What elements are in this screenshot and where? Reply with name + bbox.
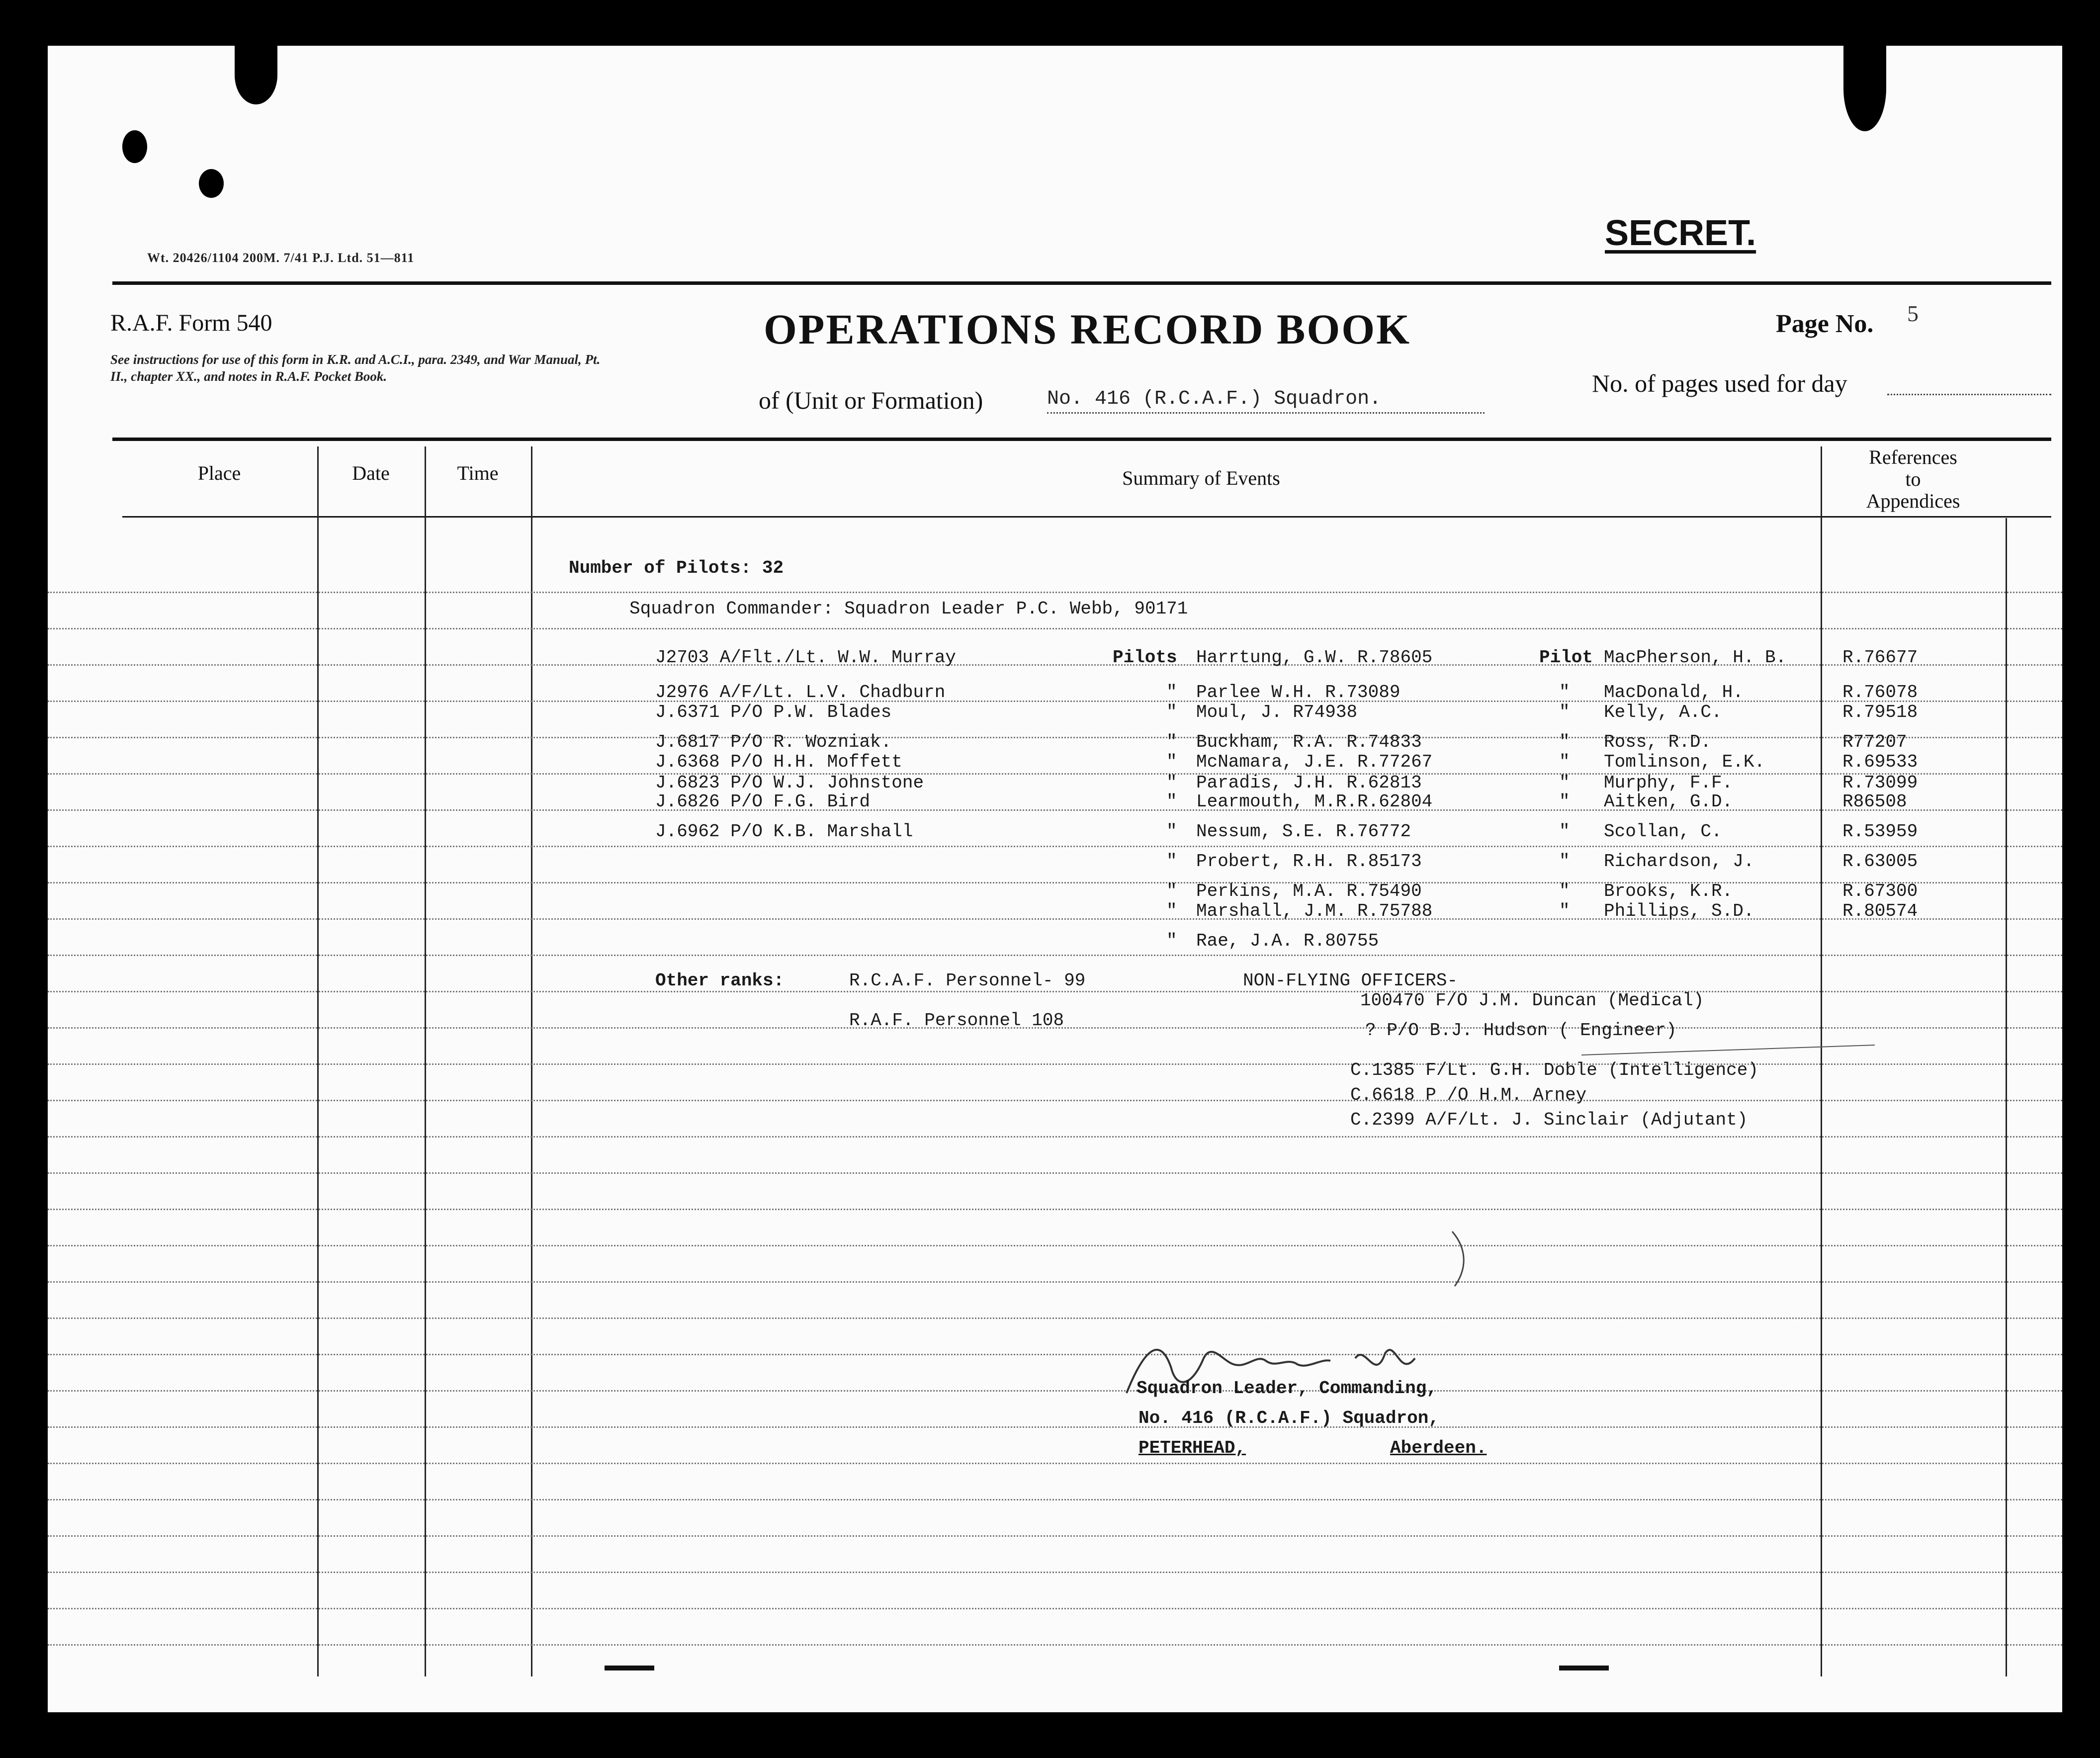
page-number-value: 5 — [1907, 301, 1919, 326]
pilot-entry: Rae, J.A. R.80755 — [1196, 931, 1379, 951]
officer-entry: J.6826 P/O F.G. Bird — [655, 791, 871, 812]
ditto-mark: " — [1559, 821, 1570, 842]
ruled-line — [48, 1644, 2062, 1646]
officer-entry: J.6962 P/O K.B. Marshall — [655, 821, 913, 842]
raf-personnel: R.A.F. Personnel 108 — [849, 1010, 1064, 1031]
ditto-mark: " — [1166, 881, 1177, 901]
ruled-line — [48, 592, 2062, 593]
officer-entry: J.6817 P/O R. Wozniak. — [655, 732, 892, 752]
pages-per-day-label: No. of pages used for day — [1592, 369, 1847, 397]
pilot-entry: Richardson, J. — [1604, 851, 1754, 872]
pilot-entry: Phillips, S.D. — [1604, 901, 1754, 921]
pencil-mark — [1450, 1229, 1470, 1289]
column-rule — [317, 446, 319, 1676]
column-rule — [2006, 518, 2007, 1676]
ditto-mark: " — [1166, 732, 1177, 752]
ditto-mark: " — [1166, 773, 1177, 793]
service-number: R77207 — [1842, 732, 1907, 752]
ditto-mark: " — [1559, 901, 1570, 921]
service-number: R.53959 — [1842, 821, 1918, 842]
officer-entry: J.6371 P/O P.W. Blades — [655, 702, 892, 722]
ditto-mark: " — [1559, 702, 1570, 722]
header-top-rule — [112, 281, 2051, 285]
service-number: R.76677 — [1842, 647, 1918, 668]
printer-line: Wt. 20426/1104 200M. 7/41 P.J. Ltd. 51—811 — [147, 251, 415, 265]
signature-place: PETERHEAD, — [1138, 1438, 1246, 1458]
ruled-line — [48, 991, 2062, 992]
service-number: R.63005 — [1842, 851, 1918, 872]
number-of-pilots: Number of Pilots: 32 — [569, 558, 784, 578]
ink-blot — [122, 130, 147, 163]
pilot-entry: Buckham, R.A. R.74833 — [1196, 732, 1422, 752]
bottom-dash — [605, 1666, 654, 1670]
non-flying-officer: C.1385 F/Lt. G.H. Doble (Intelligence) — [1350, 1060, 1758, 1080]
ruled-line — [48, 1100, 2062, 1101]
non-flying-officer: C.2399 A/F/Lt. J. Sinclair (Adjutant) — [1350, 1110, 1748, 1130]
pilot-entry: Kelly, A.C. — [1604, 702, 1722, 722]
pilot-entry: McNamara, J.E. R.77267 — [1196, 752, 1433, 772]
ruled-line — [48, 846, 2062, 847]
pilot-entry: Tomlinson, E.K. — [1604, 752, 1765, 772]
ruled-line — [48, 1499, 2062, 1500]
ditto-mark: " — [1166, 752, 1177, 772]
pilot-entry: MacDonald, H. — [1604, 682, 1744, 703]
pilot-entry: Murphy, F.F. — [1604, 773, 1733, 793]
service-number: R.67300 — [1842, 881, 1918, 901]
pilot-label: Pilot — [1539, 647, 1593, 668]
column-header-summary: Summary of Events — [1122, 467, 1280, 489]
pilots-label: Pilots — [1113, 647, 1177, 668]
pilot-entry: Scollan, C. — [1604, 821, 1722, 842]
column-header-references — [1824, 446, 2003, 512]
pilot-entry: Learmouth, M.R.R.62804 — [1196, 791, 1433, 812]
pencil-mark — [1579, 1040, 1877, 1060]
column-header-rule — [122, 516, 2051, 518]
ditto-mark: " — [1166, 682, 1177, 703]
references-line-3: Appendices — [1866, 490, 1960, 512]
service-number: R.80574 — [1842, 901, 1918, 921]
service-number: R.76078 — [1842, 682, 1918, 703]
pilot-entry: Perkins, M.A. R.75490 — [1196, 881, 1422, 901]
non-flying-officer: 100470 F/O J.M. Duncan (Medical) — [1360, 990, 1704, 1011]
ruled-line — [48, 1354, 2062, 1355]
ruled-line — [48, 628, 2062, 629]
ruled-line — [48, 737, 2062, 738]
column-rule — [425, 446, 426, 1676]
signature-title: Squadron Leader, Commanding, — [1137, 1378, 1437, 1399]
pages-per-day-field — [1887, 394, 2051, 395]
pilot-entry: Aitken, G.D. — [1604, 791, 1733, 812]
ditto-mark: " — [1559, 773, 1570, 793]
pilot-entry: Brooks, K.R. — [1604, 881, 1733, 901]
ditto-mark: " — [1166, 821, 1177, 842]
references-line-1: References — [1869, 446, 1957, 468]
page-number-label: Page No. — [1776, 310, 1874, 338]
non-flying-officer: C.6618 P /O H.M. Arney — [1350, 1085, 1587, 1105]
column-header-date: Date — [352, 462, 390, 484]
unit-label: of (Unit or Formation) — [759, 386, 983, 414]
ruled-line — [48, 1390, 2062, 1392]
rcaf-personnel: R.C.A.F. Personnel- 99 — [849, 970, 1086, 991]
header-bottom-rule — [112, 438, 2051, 441]
ditto-mark: " — [1559, 851, 1570, 872]
service-number: R.79518 — [1842, 702, 1918, 722]
column-rule — [1821, 446, 1822, 1676]
ruled-line — [48, 1281, 2062, 1283]
ditto-mark: " — [1559, 732, 1570, 752]
other-ranks-label: Other ranks: — [655, 970, 785, 991]
ditto-mark: " — [1166, 791, 1177, 812]
pilot-entry: Probert, R.H. R.85173 — [1196, 851, 1422, 872]
officer-entry: J2703 A/Flt./Lt. W.W. Murray — [655, 647, 956, 668]
officer-entry: J2976 A/F/Lt. L.V. Chadburn — [655, 682, 946, 703]
column-header-time: Time — [457, 462, 499, 484]
pilot-entry: Ross, R.D. — [1604, 732, 1712, 752]
pilot-entry: Parlee W.H. R.73089 — [1196, 682, 1400, 703]
page-title: OPERATIONS RECORD BOOK — [764, 305, 1411, 353]
ruled-line — [48, 1426, 2062, 1428]
officer-entry: J.6823 P/O W.J. Johnstone — [655, 773, 924, 793]
punch-hole-left — [235, 46, 277, 104]
signature-county: Aberdeen. — [1390, 1438, 1487, 1458]
ruled-line — [48, 1535, 2062, 1537]
column-rule — [531, 446, 532, 1676]
service-number: R86508 — [1842, 791, 1907, 812]
signature-squadron: No. 416 (R.C.A.F.) Squadron, — [1138, 1408, 1439, 1428]
officer-entry: J.6368 P/O H.H. Moffett — [655, 752, 902, 772]
pilot-entry: Moul, J. R74938 — [1196, 702, 1358, 722]
ruled-line — [48, 809, 2062, 811]
non-flying-officer: ? P/O B.J. Hudson ( Engineer) — [1365, 1020, 1677, 1041]
non-flying-label: NON-FLYING OFFICERS- — [1243, 970, 1458, 991]
ruled-line — [48, 1063, 2062, 1065]
service-number: R.69533 — [1842, 752, 1918, 772]
ditto-mark: " — [1166, 851, 1177, 872]
squadron-commander: Squadron Commander: Squadron Leader P.C. Webb, 90171 — [629, 599, 1188, 619]
ditto-mark: " — [1559, 881, 1570, 901]
ruled-line — [48, 1318, 2062, 1319]
pilot-entry: MacPherson, H. B. — [1604, 647, 1787, 668]
ruled-line — [48, 1172, 2062, 1174]
ditto-mark: " — [1166, 901, 1177, 921]
pilot-entry: Nessum, S.E. R.76772 — [1196, 821, 1411, 842]
ink-blot — [199, 169, 224, 198]
ruled-line — [48, 955, 2062, 956]
pilot-entry: Paradis, J.H. R.62813 — [1196, 773, 1422, 793]
punch-hole-right — [1843, 46, 1886, 131]
ditto-mark: " — [1559, 752, 1570, 772]
service-number: R.73099 — [1842, 773, 1918, 793]
ruled-line — [48, 918, 2062, 920]
references-line-2: to — [1905, 468, 1921, 490]
ruled-line — [48, 1209, 2062, 1210]
ruled-line — [48, 1572, 2062, 1573]
ruled-line — [48, 701, 2062, 702]
pilot-entry: Marshall, J.M. R.75788 — [1196, 901, 1433, 921]
ruled-line — [48, 773, 2062, 775]
ruled-line — [48, 882, 2062, 883]
ruled-line — [48, 1463, 2062, 1464]
ruled-line — [48, 1245, 2062, 1246]
pilot-entry: Harrtung, G.W. R.78605 — [1196, 647, 1433, 668]
unit-value: No. 416 (R.C.A.F.) Squadron. — [1047, 388, 1485, 414]
bottom-dash — [1559, 1666, 1609, 1670]
classification-stamp: SECRET. — [1605, 213, 1756, 253]
ruled-line — [48, 1608, 2062, 1609]
form-instructions: See instructions for use of this form in K.R. and A.C.I., para. 2349, and War Manual, Pt. II., chapter XX., and notes in R.A.F. Pocket Book. — [110, 352, 601, 384]
form-sheet — [48, 46, 2062, 1712]
ditto-mark: " — [1559, 682, 1570, 703]
ditto-mark: " — [1166, 931, 1177, 951]
ditto-mark: " — [1166, 702, 1177, 722]
ditto-mark: " — [1559, 791, 1570, 812]
ruled-line — [48, 1136, 2062, 1138]
column-header-place: Place — [197, 462, 241, 484]
form-number: R.A.F. Form 540 — [110, 310, 272, 336]
